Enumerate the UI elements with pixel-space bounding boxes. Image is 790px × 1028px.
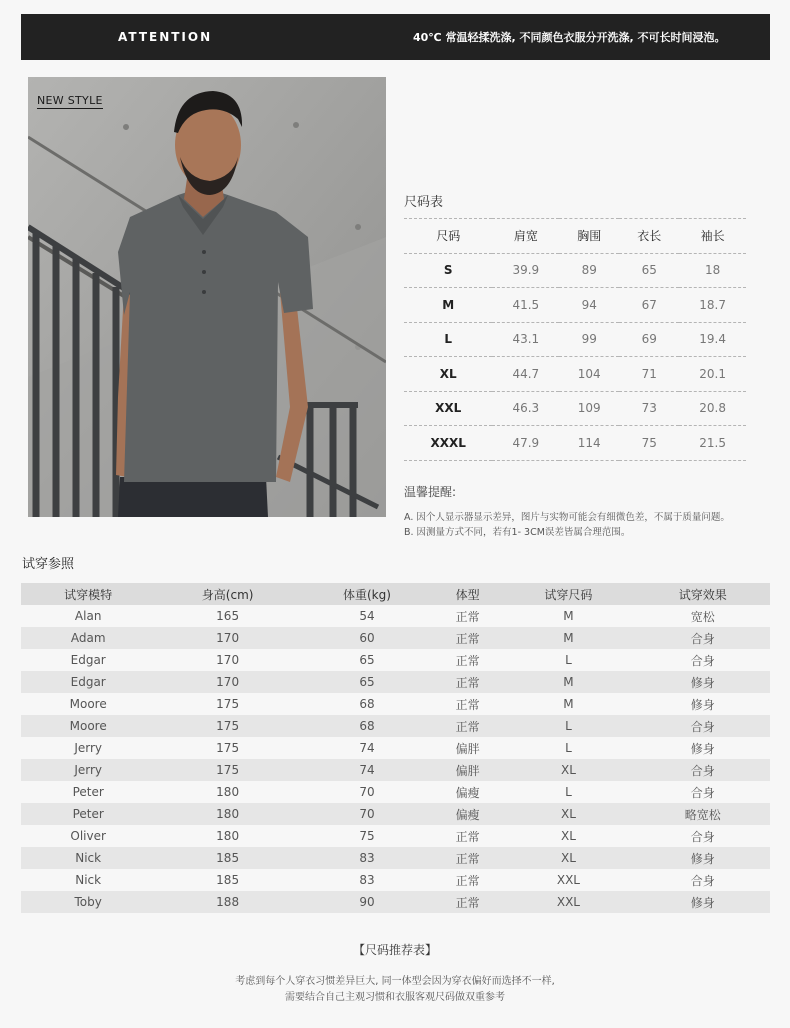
try-on-cell: 正常: [434, 671, 501, 693]
try-on-cell: 188: [155, 891, 300, 913]
try-on-cell: Edgar: [21, 671, 155, 693]
size-header-chest: 胸围: [559, 219, 619, 254]
try-on-cell: 83: [300, 869, 434, 891]
try-on-cell: M: [501, 693, 635, 715]
try-on-cell: 180: [155, 825, 300, 847]
size-chart-row: [404, 391, 746, 426]
try-on-cell: 正常: [434, 605, 501, 627]
try-on-cell: 正常: [434, 627, 501, 649]
try-on-cell: 70: [300, 803, 434, 825]
table-row: [21, 847, 770, 869]
product-photo: [28, 77, 386, 517]
size-header-shoulder: 肩宽: [492, 219, 559, 254]
try-on-cell: 正常: [434, 649, 501, 671]
size-chart-cell: 18.7: [679, 288, 746, 323]
try-on-cell: 正常: [434, 847, 501, 869]
try-on-cell: 修身: [636, 737, 770, 759]
attention-title: ATTENTION: [118, 30, 213, 44]
try-on-cell: Peter: [21, 781, 155, 803]
try-on-cell: Jerry: [21, 759, 155, 781]
table-row: [21, 781, 770, 803]
try-on-cell: 65: [300, 649, 434, 671]
size-header-size: 尺码: [404, 219, 492, 254]
size-chart-cell: 21.5: [679, 426, 746, 461]
try-on-cell: XXL: [501, 891, 635, 913]
try-header-fit: 试穿效果: [636, 583, 770, 605]
size-chart-cell: XXXL: [404, 426, 492, 461]
try-on-cell: 修身: [636, 847, 770, 869]
size-chart-cell: 104: [559, 357, 619, 392]
tip-b: B. 因测量方式不同，若有1- 3CM误差皆属合理范围。: [404, 527, 631, 538]
try-on-table: [21, 583, 770, 913]
size-header-length: 衣长: [619, 219, 679, 254]
size-header-sleeve: 袖长: [679, 219, 746, 254]
try-on-cell: XL: [501, 847, 635, 869]
try-on-cell: 180: [155, 803, 300, 825]
try-on-cell: 60: [300, 627, 434, 649]
try-on-cell: L: [501, 781, 635, 803]
table-row: [21, 715, 770, 737]
try-on-cell: 合身: [636, 649, 770, 671]
size-chart-cell: 20.1: [679, 357, 746, 392]
try-on-cell: 65: [300, 671, 434, 693]
try-on-cell: 74: [300, 759, 434, 781]
table-row: [21, 891, 770, 913]
size-chart-cell: 39.9: [492, 253, 559, 288]
try-on-cell: Toby: [21, 891, 155, 913]
try-on-cell: 偏胖: [434, 737, 501, 759]
size-chart-cell: 75: [619, 426, 679, 461]
try-on-cell: L: [501, 715, 635, 737]
recommend-line-1: 考虑到每个人穿衣习惯差异巨大, 同一体型会因为穿衣偏好而选择不一样,: [235, 976, 555, 987]
table-row: [21, 671, 770, 693]
try-on-cell: 74: [300, 737, 434, 759]
size-chart-cell: XXL: [404, 391, 492, 426]
try-on-cell: Edgar: [21, 649, 155, 671]
try-on-cell: 175: [155, 693, 300, 715]
try-on-cell: 偏胖: [434, 759, 501, 781]
size-chart-cell: 73: [619, 391, 679, 426]
try-on-cell: 68: [300, 715, 434, 737]
try-on-cell: M: [501, 627, 635, 649]
try-on-cell: Oliver: [21, 825, 155, 847]
try-header-size: 试穿尺码: [501, 583, 635, 605]
try-on-cell: Moore: [21, 715, 155, 737]
table-row: [21, 803, 770, 825]
size-chart-row: [404, 426, 746, 461]
size-chart-cell: 46.3: [492, 391, 559, 426]
try-on-cell: 正常: [434, 715, 501, 737]
try-on-title: 试穿参照: [22, 557, 75, 572]
size-chart-cell: 19.4: [679, 322, 746, 357]
try-on-cell: 170: [155, 671, 300, 693]
size-chart-cell: 109: [559, 391, 619, 426]
tip-a: A. 因个人显示器显示差异，图片与实物可能会有细微色差，不属于质量问题。: [404, 512, 730, 523]
try-on-cell: 合身: [636, 627, 770, 649]
size-chart-cell: 65: [619, 253, 679, 288]
size-chart-row: [404, 253, 746, 288]
size-chart-cell: 69: [619, 322, 679, 357]
try-on-cell: 68: [300, 693, 434, 715]
size-chart-row: [404, 357, 746, 392]
size-chart-header-row: [404, 219, 746, 254]
care-instructions: 40℃ 常温轻揉洗涤, 不同颜色衣服分开洗涤, 不可长时间浸泡。: [413, 31, 726, 44]
table-row: [21, 605, 770, 627]
try-on-cell: 合身: [636, 781, 770, 803]
try-on-cell: 185: [155, 847, 300, 869]
size-chart-cell: 99: [559, 322, 619, 357]
try-on-cell: 185: [155, 869, 300, 891]
try-on-cell: 175: [155, 759, 300, 781]
try-on-cell: XXL: [501, 869, 635, 891]
try-on-cell: Moore: [21, 693, 155, 715]
try-on-cell: Jerry: [21, 737, 155, 759]
table-row: [21, 627, 770, 649]
try-on-cell: Nick: [21, 869, 155, 891]
size-chart-cell: 41.5: [492, 288, 559, 323]
size-chart-cell: L: [404, 322, 492, 357]
size-chart-cell: 71: [619, 357, 679, 392]
try-on-cell: 170: [155, 649, 300, 671]
new-style-badge: NEW STYLE: [37, 94, 103, 107]
size-chart-cell: 20.8: [679, 391, 746, 426]
try-on-cell: 175: [155, 737, 300, 759]
tips-title: 温馨提醒:: [404, 485, 457, 499]
try-on-cell: 70: [300, 781, 434, 803]
try-on-cell: 合身: [636, 759, 770, 781]
table-row: [21, 825, 770, 847]
try-on-cell: Alan: [21, 605, 155, 627]
try-header-model: 试穿模特: [21, 583, 155, 605]
try-on-cell: 合身: [636, 825, 770, 847]
try-on-cell: 修身: [636, 671, 770, 693]
recommend-line-2: 需要结合自己主观习惯和衣服客观尺码做双重参考: [285, 992, 505, 1003]
size-chart-cell: 89: [559, 253, 619, 288]
try-on-cell: L: [501, 737, 635, 759]
try-on-cell: Adam: [21, 627, 155, 649]
size-chart-cell: 44.7: [492, 357, 559, 392]
size-chart-cell: 67: [619, 288, 679, 323]
try-on-cell: 修身: [636, 891, 770, 913]
recommend-title: 【尺码推荐表】: [352, 943, 437, 957]
try-on-cell: 偏瘦: [434, 803, 501, 825]
try-on-cell: Peter: [21, 803, 155, 825]
try-on-cell: 合身: [636, 869, 770, 891]
try-on-cell: 170: [155, 627, 300, 649]
try-on-cell: XL: [501, 803, 635, 825]
try-on-cell: 90: [300, 891, 434, 913]
try-on-cell: 180: [155, 781, 300, 803]
size-chart-cell: 94: [559, 288, 619, 323]
try-on-cell: 正常: [434, 825, 501, 847]
try-on-cell: 54: [300, 605, 434, 627]
model-illustration: [28, 77, 386, 517]
try-on-cell: 修身: [636, 693, 770, 715]
try-on-cell: 75: [300, 825, 434, 847]
try-on-cell: Nick: [21, 847, 155, 869]
try-on-cell: XL: [501, 825, 635, 847]
try-on-cell: M: [501, 671, 635, 693]
try-on-header-row: [21, 583, 770, 605]
try-on-cell: 略宽松: [636, 803, 770, 825]
size-chart-cell: 43.1: [492, 322, 559, 357]
table-row: [21, 649, 770, 671]
table-row: [21, 759, 770, 781]
table-row: [21, 737, 770, 759]
try-header-height: 身高(cm): [155, 583, 300, 605]
table-row: [21, 693, 770, 715]
size-chart-row: [404, 288, 746, 323]
size-chart-title: 尺码表: [404, 195, 444, 210]
try-header-body-type: 体型: [434, 583, 501, 605]
try-on-cell: 宽松: [636, 605, 770, 627]
size-chart-cell: S: [404, 253, 492, 288]
try-on-cell: 正常: [434, 869, 501, 891]
try-on-cell: 合身: [636, 715, 770, 737]
try-on-cell: L: [501, 649, 635, 671]
try-on-cell: M: [501, 605, 635, 627]
try-on-cell: XL: [501, 759, 635, 781]
size-chart-cell: 114: [559, 426, 619, 461]
size-chart-cell: 18: [679, 253, 746, 288]
table-row: [21, 869, 770, 891]
size-chart-table: [404, 218, 746, 461]
size-chart-cell: 47.9: [492, 426, 559, 461]
try-on-cell: 175: [155, 715, 300, 737]
try-header-weight: 体重(kg): [300, 583, 434, 605]
size-chart-cell: M: [404, 288, 492, 323]
size-chart-row: [404, 322, 746, 357]
try-on-cell: 正常: [434, 891, 501, 913]
attention-bar: [21, 14, 770, 60]
try-on-cell: 偏瘦: [434, 781, 501, 803]
try-on-cell: 83: [300, 847, 434, 869]
size-chart-cell: XL: [404, 357, 492, 392]
try-on-cell: 正常: [434, 693, 501, 715]
try-on-cell: 165: [155, 605, 300, 627]
